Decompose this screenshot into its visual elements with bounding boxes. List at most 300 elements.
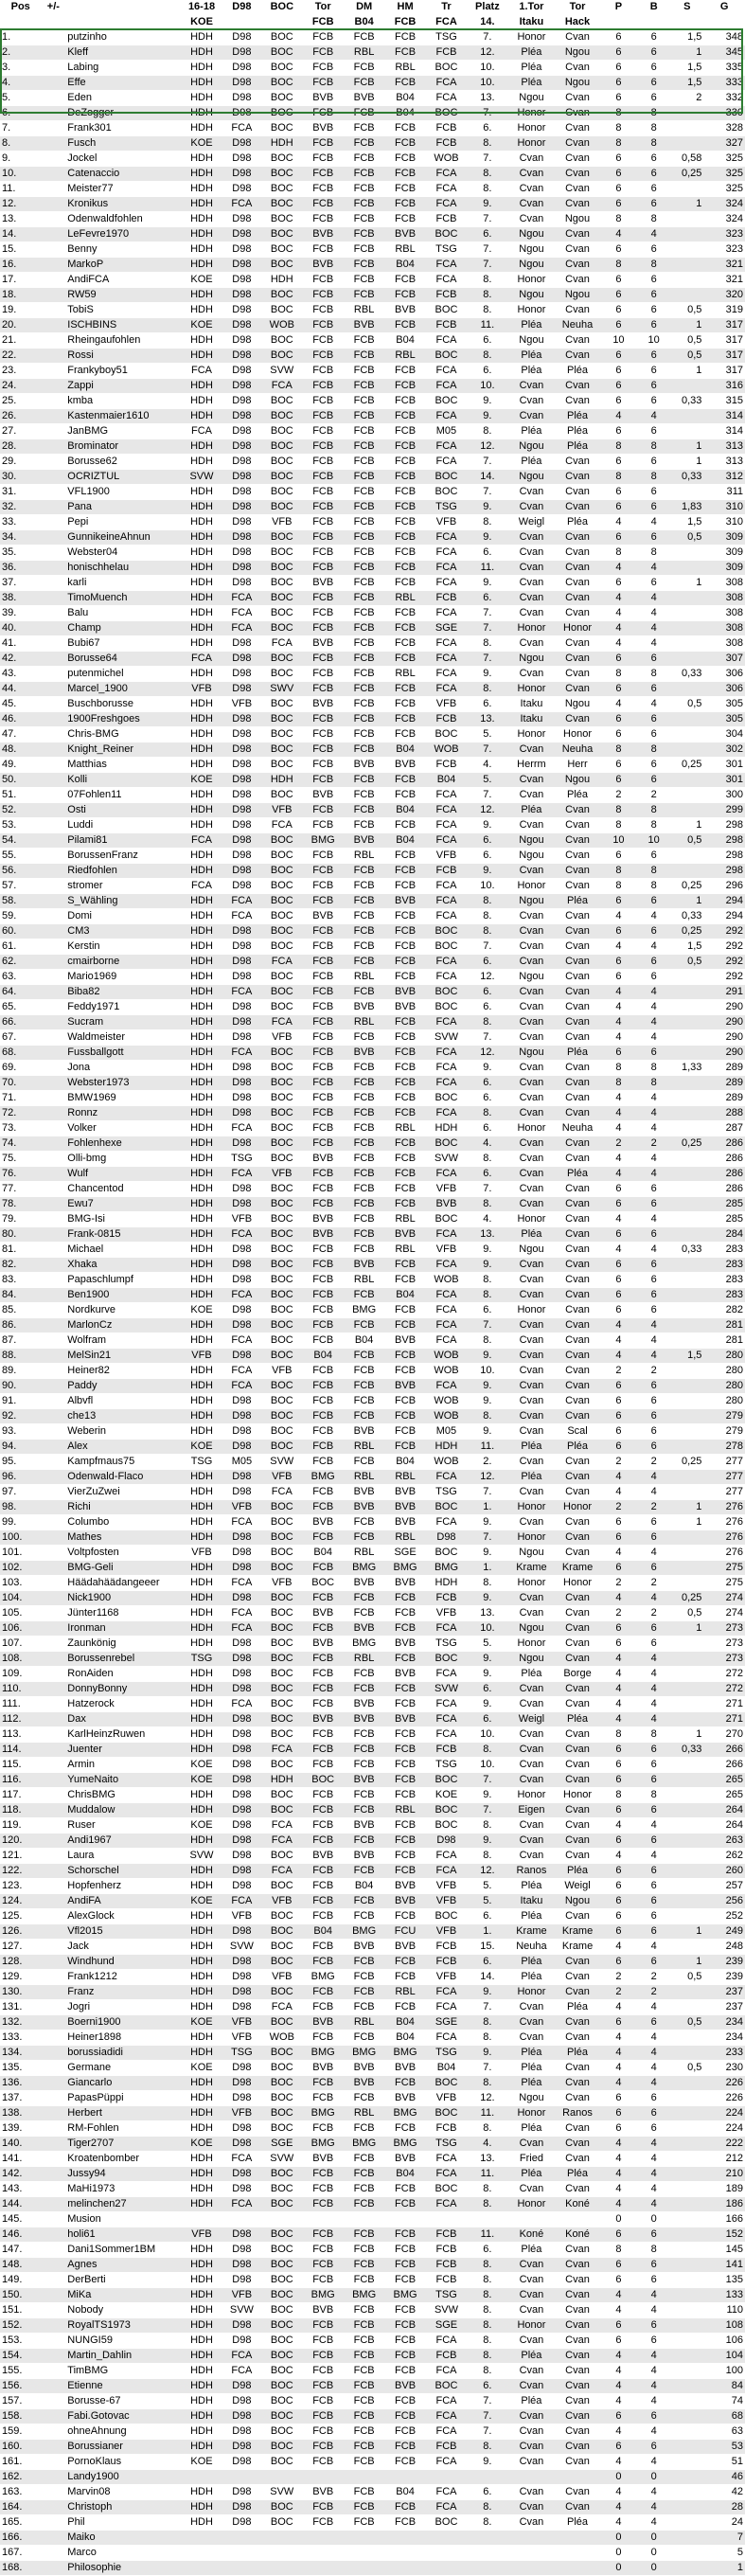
table-cell: FCA (426, 1985, 467, 2000)
table-cell: 1,33 (670, 1061, 703, 1076)
table-cell: 8 (637, 1061, 670, 1076)
table-cell: 6 (637, 30, 670, 45)
header-cell (261, 15, 302, 30)
table-cell: 128. (0, 1955, 41, 1970)
table-cell: FCB (384, 1424, 425, 1440)
table-cell: 4 (600, 2485, 637, 2500)
table-cell: 257 (703, 1879, 745, 1894)
table-cell: VFB (222, 1909, 261, 1924)
table-cell: SVW (261, 1455, 302, 1470)
table-cell: Krame (508, 1924, 556, 1940)
table-cell: 6 (600, 2334, 637, 2349)
table-cell: 6 (600, 682, 637, 697)
table-cell (670, 379, 703, 394)
table-cell: 137. (0, 2091, 41, 2106)
table-cell: Pléa (555, 894, 600, 909)
table-cell: HDH (181, 1091, 222, 1106)
table-cell: 52. (0, 803, 41, 818)
table-cell: 0,5 (670, 697, 703, 712)
table-cell: FCB (303, 242, 344, 258)
table-cell: BVB (384, 1879, 425, 1894)
table-cell: Ngou (508, 849, 556, 864)
table-cell: HDH (181, 1803, 222, 1818)
table-cell: FCB (384, 197, 425, 212)
table-cell: WOB (426, 152, 467, 167)
table-cell (41, 1743, 65, 1758)
table-cell: FCB (303, 1697, 344, 1712)
table-cell: Weigl (508, 1712, 556, 1727)
player-name-cell: Fusch (65, 136, 181, 152)
table-cell: 8. (467, 1288, 507, 1303)
table-cell: 67. (0, 1030, 41, 1046)
header-row-sub (0, 15, 745, 30)
table-cell: 162. (0, 2470, 41, 2485)
table-cell: 28. (0, 439, 41, 455)
table-cell: KOE (181, 318, 222, 333)
table-cell (303, 2546, 344, 2561)
table-cell: 6 (637, 576, 670, 591)
table-cell (670, 1409, 703, 1424)
table-cell: Pléa (508, 364, 556, 379)
header-cell (600, 15, 637, 30)
player-name-cell: Odenwald-Flaco (65, 1470, 181, 1485)
table-cell: FCB (344, 1864, 384, 1879)
table-cell: 153. (0, 2334, 41, 2349)
table-cell: FCB (303, 849, 344, 864)
table-cell: HDH (181, 2334, 222, 2349)
header-cell (637, 15, 670, 30)
table-cell: 274 (703, 1606, 745, 1621)
table-cell: D98 (222, 1182, 261, 1197)
table-cell: Cvan (555, 303, 600, 318)
table-cell: FCB (303, 167, 344, 182)
table-cell: 1,5 (670, 61, 703, 76)
table-cell: FCB (303, 1000, 344, 1015)
table-cell: FCB (344, 697, 384, 712)
table-row (0, 2258, 745, 2273)
table-cell: BVB (303, 121, 344, 136)
table-cell: FCB (426, 2227, 467, 2243)
table-cell: D98 (222, 76, 261, 91)
table-cell: Cvan (555, 394, 600, 409)
table-cell: 4 (600, 1470, 637, 1485)
table-cell (41, 2334, 65, 2349)
table-cell: FCB (344, 167, 384, 182)
table-cell: HDH (181, 303, 222, 318)
table-cell: Cvan (555, 591, 600, 606)
table-cell: 291 (703, 985, 745, 1000)
table-cell: BVB (344, 833, 384, 849)
table-cell (41, 1879, 65, 1894)
table-row (0, 152, 745, 167)
table-cell: D98 (222, 394, 261, 409)
table-cell: FCB (344, 1318, 384, 1333)
table-row (0, 1485, 745, 1500)
table-cell: Pléa (508, 61, 556, 76)
table-cell: 286 (703, 1136, 745, 1152)
table-cell: BOC (261, 1924, 302, 1940)
table-cell (41, 773, 65, 788)
table-cell: 6 (600, 1879, 637, 1894)
table-cell: Cvan (508, 1182, 556, 1197)
player-name-cell: BMG-Geli (65, 1561, 181, 1576)
table-row (0, 2137, 745, 2152)
table-cell: HDH (181, 2288, 222, 2303)
table-cell: 226 (703, 2076, 745, 2091)
table-cell: FCA (261, 1015, 302, 1030)
table-cell: 4 (637, 939, 670, 955)
table-cell: BOC (261, 1727, 302, 1743)
table-cell: 0 (600, 2561, 637, 2576)
table-cell: BOC (261, 2258, 302, 2273)
table-cell: 266 (703, 1743, 745, 1758)
table-cell: D98 (222, 1970, 261, 1985)
table-cell: BOC (261, 242, 302, 258)
player-name-cell: Fohlenhexe (65, 1136, 181, 1152)
table-cell: BMG (384, 2046, 425, 2061)
table-cell: FCB (384, 1030, 425, 1046)
table-cell: 4 (637, 2303, 670, 2318)
table-cell: 7. (467, 1803, 507, 1818)
table-cell: Cvan (508, 2258, 556, 2273)
table-cell: BVB (384, 985, 425, 1000)
table-cell: FCB (303, 2318, 344, 2334)
player-name-cell: Herbert (65, 2106, 181, 2121)
table-cell: D98 (222, 1743, 261, 1758)
table-cell: FCB (344, 1788, 384, 1803)
table-row (0, 1273, 745, 1288)
table-cell: 0 (637, 2531, 670, 2546)
player-name-cell: Effe (65, 76, 181, 91)
table-cell: 275 (703, 1561, 745, 1576)
table-cell (41, 1243, 65, 1258)
table-cell: FCB (384, 712, 425, 727)
table-cell: D98 (222, 2334, 261, 2349)
table-cell: FCB (384, 576, 425, 591)
player-name-cell: Pilami81 (65, 833, 181, 849)
table-cell (41, 288, 65, 303)
table-cell: VFB (181, 1546, 222, 1561)
table-cell: FCB (384, 318, 425, 333)
table-cell: D98 (222, 1243, 261, 1258)
table-cell: 151. (0, 2303, 41, 2318)
table-cell: BVB (426, 1197, 467, 1212)
table-cell: 13. (467, 712, 507, 727)
table-cell: 100. (0, 1530, 41, 1546)
table-cell: FCA (261, 955, 302, 970)
table-cell: 6 (637, 2334, 670, 2349)
table-cell: 6 (600, 894, 637, 909)
table-cell: D98 (222, 379, 261, 394)
player-name-cell: Kleff (65, 45, 181, 61)
table-cell (670, 1940, 703, 1955)
table-cell: Cvan (508, 500, 556, 515)
table-cell: 81. (0, 1243, 41, 1258)
table-cell: 280 (703, 1379, 745, 1394)
table-cell: BOC (261, 591, 302, 606)
table-cell (41, 1318, 65, 1333)
table-cell: TSG (426, 1758, 467, 1773)
table-cell: D98 (222, 727, 261, 742)
table-cell: FCB (384, 1182, 425, 1197)
table-cell: 6 (637, 773, 670, 788)
table-cell (670, 2091, 703, 2106)
table-cell (41, 349, 65, 364)
table-cell: 12. (467, 1046, 507, 1061)
table-cell: BOC (426, 227, 467, 242)
table-cell: FCB (303, 61, 344, 76)
table-cell: 10. (467, 1758, 507, 1773)
table-cell: 122. (0, 1864, 41, 1879)
table-cell: HDH (181, 1591, 222, 1606)
table-cell: FCA (426, 439, 467, 455)
table-cell: FCB (303, 712, 344, 727)
table-cell: 6 (637, 2106, 670, 2121)
table-cell: FCB (344, 606, 384, 621)
table-cell (41, 2000, 65, 2015)
table-cell (670, 2470, 703, 2485)
table-cell: 160. (0, 2440, 41, 2455)
table-cell (41, 1515, 65, 1530)
table-cell (670, 1849, 703, 1864)
table-cell (426, 2470, 467, 2485)
table-row (0, 227, 745, 242)
table-row (0, 1349, 745, 1364)
table-row (0, 2546, 745, 2561)
table-row (0, 833, 745, 849)
table-cell: VFB (222, 1212, 261, 1227)
table-cell: Ngou (508, 1621, 556, 1637)
table-cell: FCB (344, 1727, 384, 1743)
table-cell: WOB (426, 1349, 467, 1364)
table-cell: FCB (426, 758, 467, 773)
table-cell: 143. (0, 2182, 41, 2197)
table-cell: Honor (508, 2197, 556, 2212)
table-cell: HDH (181, 955, 222, 970)
table-cell: D98 (222, 318, 261, 333)
table-cell: 8. (467, 2076, 507, 2091)
table-cell: 4 (600, 2061, 637, 2076)
table-cell: 6 (600, 2121, 637, 2137)
table-cell: 281 (703, 1333, 745, 1349)
table-cell: BOC (261, 2364, 302, 2379)
player-name-cell: Phil (65, 2515, 181, 2531)
table-cell: 0,25 (670, 1455, 703, 1470)
table-cell: FCB (344, 1030, 384, 1046)
table-cell: 2. (0, 45, 41, 61)
table-row (0, 1515, 745, 1530)
table-cell (41, 591, 65, 606)
player-name-cell: putzinho (65, 30, 181, 45)
table-cell: 5. (467, 773, 507, 788)
player-name-cell: Chancentod (65, 1182, 181, 1197)
table-cell: 0 (637, 2470, 670, 2485)
table-cell: 4 (600, 1091, 637, 1106)
table-cell: HDH (181, 2076, 222, 2091)
table-cell: BOC (261, 742, 302, 758)
table-cell: Cvan (555, 91, 600, 106)
table-cell: BOC (261, 2167, 302, 2182)
table-cell: 317 (703, 349, 745, 364)
table-cell: 6 (637, 2227, 670, 2243)
table-cell: Cvan (555, 2424, 600, 2440)
table-cell: Cvan (555, 1606, 600, 1621)
table-cell: FCA (222, 1576, 261, 1591)
table-cell (222, 2212, 261, 2227)
player-name-cell: Jussy94 (65, 2167, 181, 2182)
table-cell: FCA (426, 167, 467, 182)
table-cell: FCB (303, 30, 344, 45)
table-cell: FCB (384, 1015, 425, 1030)
table-cell: BOC (261, 1788, 302, 1803)
table-cell: TSG (222, 1152, 261, 1167)
table-cell: BOC (261, 30, 302, 45)
table-cell (41, 182, 65, 197)
table-cell: FCB (344, 803, 384, 818)
table-row (0, 1440, 745, 1455)
table-cell: Honor (508, 2318, 556, 2334)
table-cell: FCA (181, 833, 222, 849)
table-cell: Fried (508, 2152, 556, 2167)
table-cell (41, 1955, 65, 1970)
table-cell: Cvan (508, 1424, 556, 1440)
table-cell: 6 (600, 167, 637, 182)
table-cell: 69. (0, 1061, 41, 1076)
table-cell: RBL (344, 2106, 384, 2121)
table-cell: Cvan (555, 1106, 600, 1121)
table-cell (41, 1712, 65, 1727)
table-cell: FCB (303, 1682, 344, 1697)
table-cell (670, 1894, 703, 1909)
table-cell: 82. (0, 1258, 41, 1273)
table-cell: 273 (703, 1621, 745, 1637)
table-cell: 7. (467, 30, 507, 45)
table-row (0, 546, 745, 561)
table-cell (670, 1561, 703, 1576)
table-cell: 6 (600, 303, 637, 318)
table-cell: FCA (222, 197, 261, 212)
table-cell: 15. (0, 242, 41, 258)
table-cell: 4 (600, 1697, 637, 1712)
table-cell: D98 (222, 652, 261, 667)
table-cell: Ngou (508, 1546, 556, 1561)
table-cell: Honor (508, 1212, 556, 1227)
table-row (0, 879, 745, 894)
table-cell: Pléa (508, 2046, 556, 2061)
table-cell: HDH (181, 1409, 222, 1424)
table-cell: Cvan (508, 2334, 556, 2349)
table-cell: FCB (384, 485, 425, 500)
table-row (0, 61, 745, 76)
table-cell (41, 758, 65, 773)
table-cell: 6 (637, 2273, 670, 2288)
table-cell: Cvan (555, 470, 600, 485)
table-cell: 280 (703, 1394, 745, 1409)
table-cell: Cvan (555, 2182, 600, 2197)
table-cell: Cvan (555, 652, 600, 667)
table-cell: 6. (467, 955, 507, 970)
table-cell: BVB (384, 1379, 425, 1394)
table-cell: BOC (261, 152, 302, 167)
table-cell: HDH (181, 394, 222, 409)
table-cell: Pléa (555, 1864, 600, 1879)
table-cell: VFB (261, 515, 302, 530)
table-cell (41, 1258, 65, 1273)
table-cell: BOC (261, 530, 302, 546)
table-cell: BOC (426, 394, 467, 409)
table-cell: 9. (467, 1667, 507, 1682)
table-cell (41, 803, 65, 818)
table-cell: FCA (426, 1849, 467, 1864)
table-cell: FCB (384, 1834, 425, 1849)
table-cell (41, 849, 65, 864)
table-cell: 0 (637, 2546, 670, 2561)
table-cell (41, 136, 65, 152)
player-name-cell: Marco (65, 2546, 181, 2561)
table-cell: Cvan (508, 1000, 556, 1015)
table-cell: 4 (600, 1333, 637, 1349)
table-cell: FCB (303, 2334, 344, 2349)
table-cell: BOC (261, 561, 302, 576)
table-row (0, 2485, 745, 2500)
table-cell: Cvan (555, 2379, 600, 2394)
table-cell (670, 2424, 703, 2440)
table-cell: 7. (467, 2424, 507, 2440)
table-cell: FCB (344, 1379, 384, 1394)
table-cell: FCB (344, 1955, 384, 1970)
table-cell: Krame (555, 1940, 600, 1955)
table-cell (261, 2546, 302, 2561)
table-cell: BOC (261, 2046, 302, 2061)
table-row (0, 1985, 745, 2000)
table-cell: BOC (426, 1500, 467, 1515)
table-cell: 1 (703, 2561, 745, 2576)
table-cell: BOC (261, 2303, 302, 2318)
table-cell: FCB (384, 1364, 425, 1379)
table-cell: Cvan (555, 2273, 600, 2288)
table-row (0, 1061, 745, 1076)
player-name-cell: Nobody (65, 2303, 181, 2318)
table-row (0, 2227, 745, 2243)
table-cell: Cvan (508, 591, 556, 606)
table-row (0, 349, 745, 364)
player-name-cell: Frank1212 (65, 1970, 181, 1985)
table-cell: 189 (703, 2182, 745, 2197)
table-cell: B04 (384, 1455, 425, 1470)
table-cell (670, 1818, 703, 1834)
player-name-cell: Wulf (65, 1167, 181, 1182)
table-cell: D98 (222, 2091, 261, 2106)
player-name-cell: AlexGlock (65, 1909, 181, 1924)
table-cell: D98 (222, 849, 261, 864)
table-cell (670, 712, 703, 727)
table-cell: FCB (344, 2000, 384, 2015)
table-cell (41, 2046, 65, 2061)
table-cell: 91. (0, 1394, 41, 1409)
table-row (0, 333, 745, 349)
table-cell: Neuha (555, 1121, 600, 1136)
table-cell: 230 (703, 2061, 745, 2076)
table-cell: 155. (0, 2364, 41, 2379)
table-cell: FCB (303, 1076, 344, 1091)
table-cell: 6. (467, 1909, 507, 1924)
table-cell: 11. (467, 1440, 507, 1455)
table-cell: 6 (600, 652, 637, 667)
table-cell: 99. (0, 1515, 41, 1530)
table-cell: 84. (0, 1288, 41, 1303)
table-cell: FCB (344, 1152, 384, 1167)
table-cell: 0,5 (670, 1970, 703, 1985)
